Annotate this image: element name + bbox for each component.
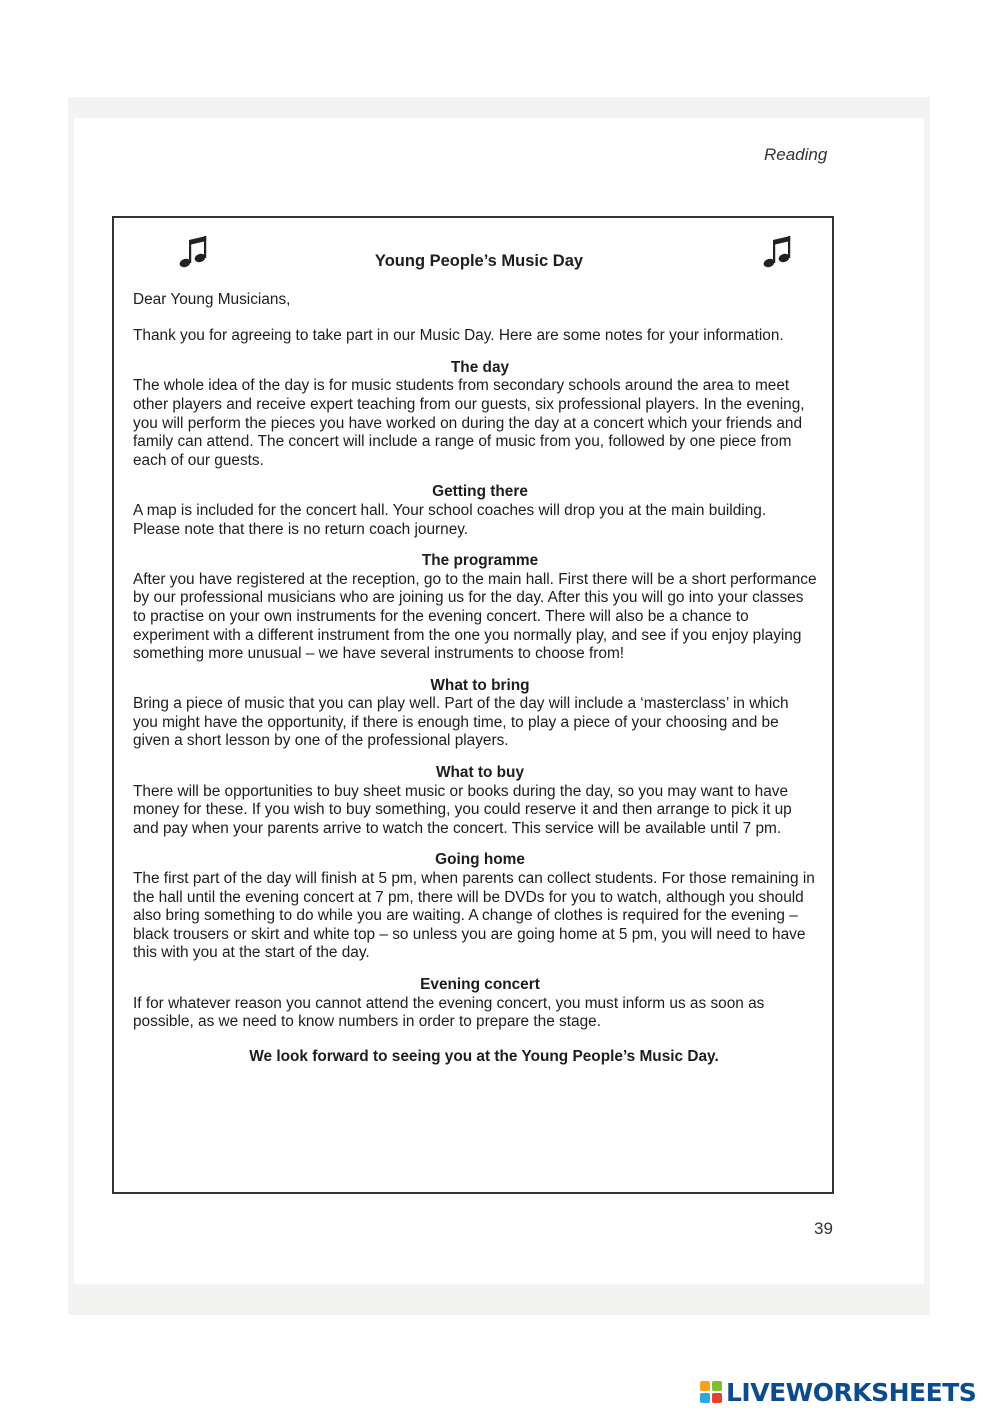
section-paragraph: Bring a piece of music that you can play well. Part of the day will include a ‘masterclass’ in which you might have the opportunity, if there is enough time, to play a piece of your choosing and be given a short lesson by one of the professional players. [133,695,789,750]
section-heading: Going home [435,851,525,869]
liveworksheets-logo-icon [700,1381,722,1403]
letter-body [133,250,817,1066]
section-heading: The programme [421,552,539,570]
section-paragraph: After you have registered at the reception, go to the main hall. First there will be a short performance by our professional musicians who are joining us for the day. After this you will go into your classes to practise on your own instruments for the evening concert. There will also be a chance to experiment with a different instrument from the one you normally play, and see if you enjoy playing something more unusual – we have several instruments to choose from! [133,570,817,663]
section-the-day [133,359,817,471]
intro-paragraph: Thank you for agreeing to take part in our Music Day. Here are some notes for your information. [133,327,784,345]
liveworksheets-logo [700,1377,976,1407]
section-the-programme [133,552,817,664]
section-heading: Getting there [432,483,528,501]
section-heading: Evening concert [420,976,540,993]
section-paragraph: A map is included for the concert hall. Your school coaches will drop you at the main building. Please note that there is no return coach journey. [133,501,767,538]
section-label: Reading [764,145,828,164]
section-what-to-buy [133,764,817,838]
closing-line: We look forward to seeing you at the Young People’s Music Day. [249,1047,719,1065]
liveworksheets-logo-text: LIVEWORKSHEETS [726,1377,977,1407]
section-paragraph: If for whatever reason you cannot attend the evening concert, you must inform us as soon as possible, as we need to know numbers in order to prepare the stage. [133,994,765,1031]
section-evening-concert [133,976,817,1032]
section-going-home [133,851,817,963]
section-heading: The day [450,358,510,376]
section-paragraph: There will be opportunities to buy sheet music or books during the day, so you may want to have money for these. If you wish to buy something, you could reserve it and then arrange to pick it up and pay when your parents arrive to watch the concert. This service will be available until 7 pm. [133,782,792,837]
page-number: 39 [814,1219,833,1238]
section-heading: What to buy [435,764,525,782]
greeting: Dear Young Musicians, [133,290,291,308]
section-heading: What to bring [430,676,530,694]
letter-title: Young People’s Music Day [374,252,584,270]
section-paragraph: The first part of the day will finish at 5 pm, when parents can collect students. For those remaining in the hall until the evening concert at 7 pm, there will be DVDs for you to watch, although you should also bring something to do while you are waiting. A change of clothes is required for the evening – black trousers or skirt and white top – so unless you are going home at 5 pm, you will need to have this with you at the start of the day. [133,870,815,962]
section-paragraph: The whole idea of the day is for music students from secondary schools around the area to meet other players and receive expert teaching from our guests, six professional players. In the evening, you will perform the pieces you have worked on during the day at a concert which your friends and family can attend. The concert will include a range of music from you, followed by one piece from each of our guests. [133,377,805,469]
section-getting-there [133,483,817,539]
section-what-to-bring [133,677,817,751]
